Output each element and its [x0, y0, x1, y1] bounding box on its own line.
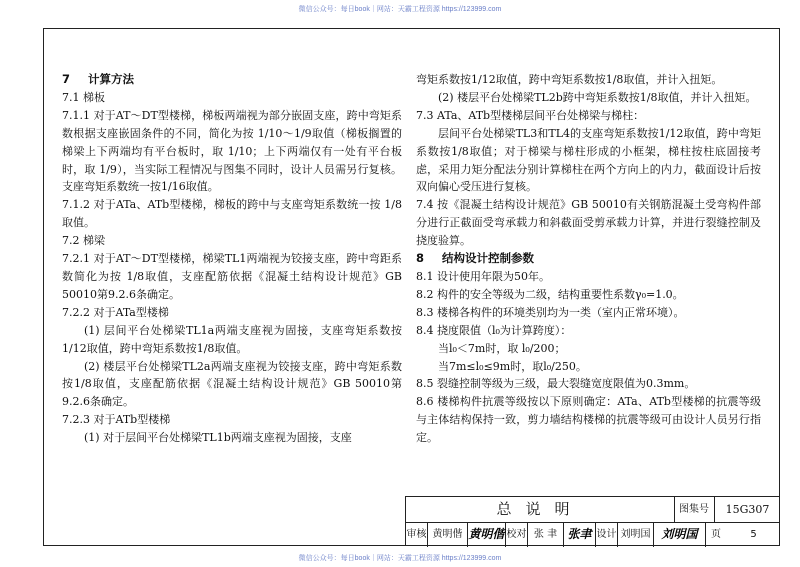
atlas-number-label: 图集号 [674, 497, 715, 522]
clause-heading: 8.4 挠度限值（l₀为计算跨度）： [416, 323, 572, 337]
designer-name: 刘明国 [618, 522, 654, 547]
paragraph: (1) 对于层间平台处梯梁TL1b两端支座视为固接，支座 [84, 431, 352, 445]
reviewer-name: 黄明偕 [428, 522, 468, 547]
page-label: 页 [711, 529, 721, 540]
checker-signature: 张聿 [564, 522, 596, 547]
atlas-number: 15G307 [725, 503, 770, 516]
section-heading [416, 250, 761, 268]
designer-signature: 刘明国 [654, 522, 706, 547]
paragraph: (1) 层间平台处梯梁TL1a两端支座视为固接，支座弯矩系数按1/12取值，跨中弯矩系数按1/8取值。 [62, 323, 402, 355]
clause-heading: 8.1 设计使用年限为50年。 [416, 269, 550, 283]
clause-heading: 7.2.3 对于ATb型楼梯 [62, 413, 171, 427]
reviewer-signature: 黄明偕 [468, 522, 506, 547]
watermark-bottom: 微信公众号：每日book｜网站：天霸工程资源 https://123999.com [298, 555, 502, 562]
section-title: 结构设计控制参数 [442, 251, 534, 266]
review-label: 审核 [406, 522, 428, 547]
section-number: 7 [62, 72, 71, 86]
section-number: 8 [416, 251, 425, 266]
clause-heading: 7.3 ATa、ATb型楼梯层间平台处梯梁与梯柱： [416, 108, 645, 122]
title-block [405, 496, 780, 546]
clause-heading: 7.1 梯板 [62, 90, 105, 104]
clause-heading: 8.5 裂缝控制等级为三级，最大裂缝宽度限值为0.3mm。 [416, 377, 696, 391]
paragraph: 7.2.1 对于AT～DT型楼梯，梯梁TL1两端视为铰接支座，跨中弯距系数简化为按 1/8取值，支座配筋依据《混凝土结构设计规范》GB 50010第9.2.6条确定。 [62, 252, 402, 301]
check-label: 校对 [506, 522, 528, 547]
right-text-column [416, 71, 761, 447]
clause-heading: 8.2 构件的安全等级为二级，结构重要性系数γ₀=1.0。 [416, 287, 684, 301]
paragraph: 7.1.2 对于ATa、ATb型楼梯，梯板的跨中与支座弯矩系数统一按 1/8取值。 [62, 198, 402, 230]
section-title: 计算方法 [88, 72, 134, 86]
clause-heading: 7.2 梯梁 [62, 234, 105, 248]
paragraph: 当7m≤l₀≤9m时，取l₀/250。 [438, 359, 587, 373]
watermark-top: 微信公众号：每日book｜网站：天霸工程资源 https://123999.com [298, 6, 502, 13]
section-heading [62, 71, 402, 89]
checker-name: 张 聿 [528, 522, 564, 547]
paragraph: 弯矩系数按1/12取值，跨中弯矩系数按1/8取值，并计入扭矩。 [416, 73, 723, 86]
paragraph: 7.1.1 对于AT～DT型楼梯，梯板两端视为部分嵌固支座，跨中弯矩系数根据支座嵌固条件的不同，简化为按 1/10～1/9取值（梯板搁置的梯梁上下两端均有平台板时，取 1/10；上下两端仅有一处有平台板时，取 1/9），当实际工程情况与图集不同时，设计人员需另行复核。支座弯矩系数统一按1/16取值。 [62, 108, 402, 194]
clause-heading: 7.2.2 对于ATa型楼梯 [62, 305, 169, 319]
paragraph: (2) 楼层平台处梯梁TL2a两端支座视为铰接支座，跨中弯矩系数按1/8取值，支座配筋依据《混凝土结构设计规范》GB 50010第9.2.6条确定。 [62, 359, 402, 409]
clause-heading: 8.3 楼梯各构件的环境类别均为一类（室内正常环境）。 [416, 305, 685, 319]
design-label: 设计 [596, 522, 618, 547]
drawing-title: 总说明 [406, 497, 675, 522]
left-text-column [62, 71, 402, 447]
paragraph: 7.4 按《混凝土结构设计规范》GB 50010有关钢筋混凝土受弯构件部分进行正截面受弯承载力和斜截面受剪承载力计算，并进行裂缝控制及挠度验算。 [416, 198, 761, 248]
paragraph: 当l₀＜7m时，取 l₀/200； [438, 341, 566, 355]
page-number: 5 [750, 529, 757, 540]
paragraph: 层间平台处梯梁TL3和TL4的支座弯矩系数按1/12取值，跨中弯矩系数按1/8取值；对于梯梁与梯柱形成的小框架，梯柱按柱底固接考虑，采用力矩分配法分别计算梯柱在两个方向上的内力，截面设计后按双向偏心受压进行复核。 [416, 126, 761, 194]
paragraph: (2) 楼层平台处梯梁TL2b跨中弯矩系数按1/8取值，并计入扭矩。 [438, 90, 757, 104]
paragraph: 8.6 楼梯构件抗震等级按以下原则确定：ATa、ATb型楼梯的抗震等级与主体结构保持一致，剪力墙结构楼梯的抗震等级可由设计人员另行指定。 [416, 395, 761, 445]
